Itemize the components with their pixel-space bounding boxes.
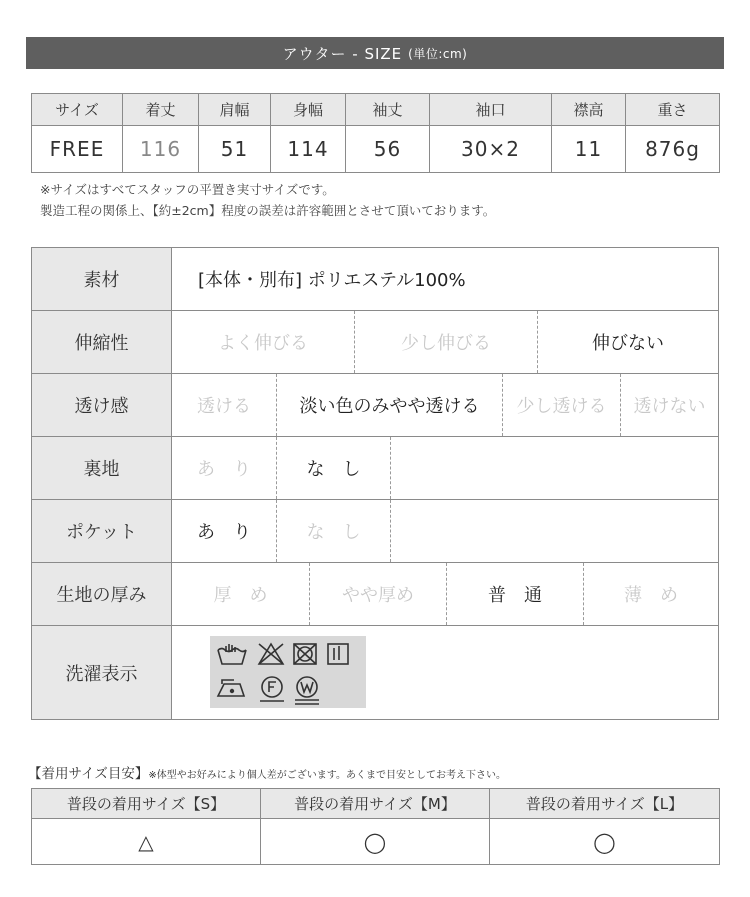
fit-guide-note: ※体型やお好みにより個人差がございます。あくまで目安としてお考え下さい。 — [148, 770, 507, 781]
iron-low-icon — [218, 680, 244, 696]
lining-row — [32, 437, 718, 500]
size-header-cell: 重さ — [626, 94, 720, 126]
size-table — [31, 93, 720, 173]
thickness-row-label: 生地の厚み — [32, 563, 172, 625]
sheerness-row — [32, 374, 718, 437]
thickness-option-thin: 薄 め — [624, 585, 678, 606]
size-value-cell: 116 — [123, 126, 199, 173]
size-note-1: ※サイズはすべてスタッフの平置き実寸サイズです。 — [40, 182, 335, 197]
pocket-row-label: ポケット — [32, 500, 172, 562]
care-label-image — [210, 636, 366, 708]
thickness-option-normal-selected: 普 通 — [447, 563, 584, 625]
material-row-label: 素材 — [32, 248, 172, 310]
fit-value-m-circle: ◯ — [261, 819, 490, 865]
fit-guide-title — [28, 762, 506, 782]
sheerness-row-label: 透け感 — [32, 374, 172, 436]
size-value-cell: 30×2 — [430, 126, 552, 173]
sheer-option-slight: 少し透ける — [503, 374, 621, 436]
fit-header-cell-l: 普段の着用サイズ【L】 — [490, 789, 720, 819]
thickness-option-slightly-thick: やや厚め — [310, 563, 447, 625]
fit-value-l-circle: ◯ — [490, 819, 720, 865]
size-header-title: アウター - SIZE — [282, 44, 403, 63]
size-header-cell: 身幅 — [271, 94, 346, 126]
sheer-option-none: 透けない — [633, 396, 706, 417]
size-value-cell: 114 — [271, 126, 346, 173]
sheer-option-see-through: 透ける — [172, 374, 277, 436]
hand-wash-icon — [218, 644, 246, 664]
size-header-cell: 袖口 — [430, 94, 552, 126]
size-table-row — [32, 126, 720, 173]
pocket-option-yes-selected: あ り — [172, 500, 277, 562]
fit-guide-heading: 【着用サイズ目安】 — [28, 766, 149, 782]
pocket-row — [32, 500, 718, 563]
sheer-option-light-colors-selected: 淡い色のみやや透ける — [277, 374, 503, 436]
no-tumble-dry-icon — [294, 644, 316, 664]
material-table — [31, 247, 719, 720]
size-header-unit: (単位:cm) — [408, 46, 468, 61]
care-row — [32, 626, 718, 719]
size-header-cell: 着丈 — [123, 94, 199, 126]
no-bleach-icon — [259, 644, 283, 664]
fit-guide-header-row — [32, 789, 720, 819]
stretch-row — [32, 311, 718, 374]
lining-option-no-selected: な し — [277, 437, 391, 499]
stretch-option-none-selected: 伸びない — [592, 333, 664, 354]
fit-guide-value-row — [32, 819, 720, 865]
size-value-cell: 876g — [626, 126, 720, 173]
size-header-bar — [26, 37, 724, 69]
care-row-label: 洗濯表示 — [32, 626, 172, 719]
size-header-cell: 袖丈 — [346, 94, 430, 126]
stretch-option-high: よく伸びる — [172, 311, 355, 373]
fit-value-s-triangle: △ — [32, 819, 261, 865]
size-value-cell: 11 — [552, 126, 626, 173]
dry-clean-f-icon — [260, 677, 284, 701]
wet-clean-w-icon — [295, 677, 319, 704]
size-header-cell: 襟高 — [552, 94, 626, 126]
material-composition: [本体・別布] ポリエステル100% — [198, 270, 466, 291]
size-header-cell: 肩幅 — [199, 94, 271, 126]
material-row — [32, 248, 718, 311]
lining-option-yes: あ り — [172, 437, 277, 499]
line-dry-icon — [328, 644, 348, 664]
thickness-row — [32, 563, 718, 626]
lining-row-label: 裏地 — [32, 437, 172, 499]
size-header-cell: サイズ — [32, 94, 123, 126]
size-note-2: 製造工程の関係上、【約±2cm】程度の誤差は許容範囲とさせて頂いております。 — [40, 203, 496, 218]
size-table-header-row — [32, 94, 720, 126]
pocket-option-no: な し — [277, 500, 391, 562]
fit-guide-table — [31, 788, 720, 865]
fit-header-cell-s: 普段の着用サイズ【S】 — [32, 789, 261, 819]
fit-header-cell-m: 普段の着用サイズ【M】 — [261, 789, 490, 819]
size-value-cell: FREE — [32, 126, 123, 173]
size-value-cell: 51 — [199, 126, 271, 173]
thickness-option-thick: 厚 め — [172, 563, 310, 625]
stretch-option-some: 少し伸びる — [355, 311, 538, 373]
stretch-row-label: 伸縮性 — [32, 311, 172, 373]
size-value-cell: 56 — [346, 126, 430, 173]
